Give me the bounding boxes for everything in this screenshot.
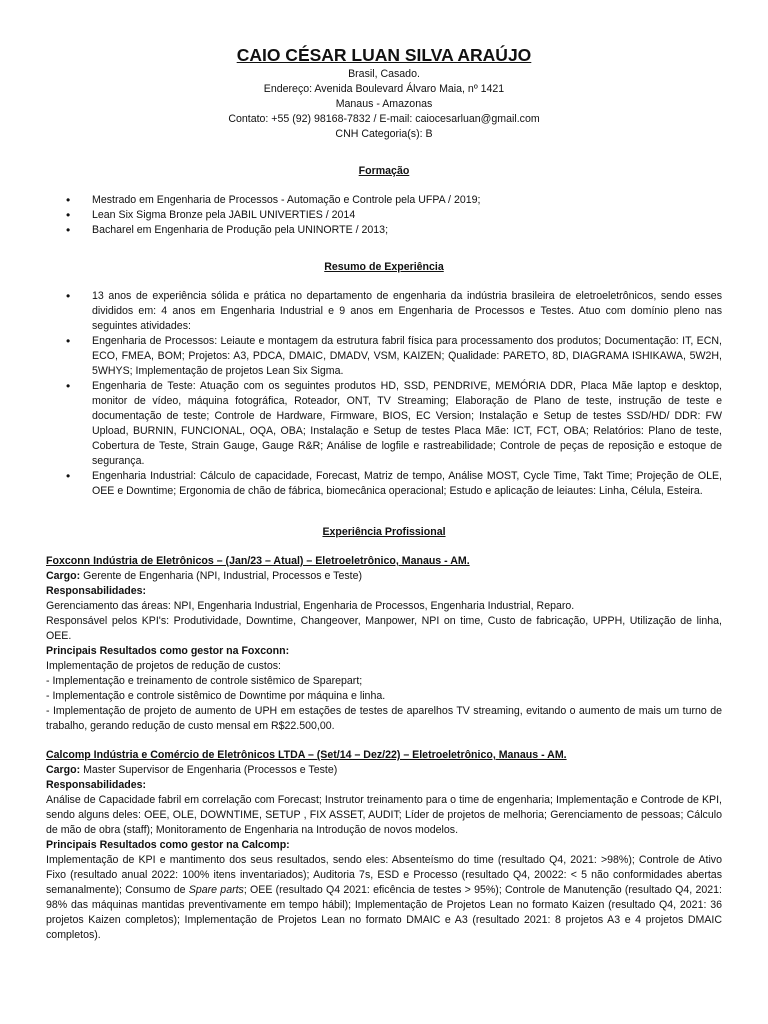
results-text: Implementação de KPI e mantimento dos seus resultados, sendo eles: Absenteísmo do time (resultado Q4, 2021: >98%); Controle de Ativo Fixo (resultado anual 2022: 100% itens inventariados); Auditoria 7s, ESD e Processo (resultado Q4, 20022: < 5 não conformidades abertas semanalmente); Consumo de <box>46 854 722 896</box>
resp-paragraph: Análise de Capacidade fabril em correlação com Forecast; Instrutor treinamento para o time de engenharia; Implementação e Controde de KPI, sendo alguns deles: OEE, OLE, DOWNTIME, SETUP , FIX ASSET, AUDIT; Líder de projetos de melhoria; Gerenciamento de pessoas; Cálculo de mão de obra (staff); Monitoramento de Engenharia na Introdução de novos modelos. <box>46 794 722 836</box>
results-text: ; OEE (resultado Q4 2021: eficência de testes > 95%); Controle de Manutenção (resultado Q4, 2021: 98% das máquinas mantidas preventivamente em tempo hábil); Implementação de Projetos Lean no formato Kaizen (resultado Q4, 2021: 36 projetos Kaizen completos); Implementação de Projetos Lean no formato DMAIC e A3 (resultado 2021: 8 projetos A3 e 4 projetos DMAIC completos). <box>46 884 722 941</box>
results-paragraph <box>46 853 722 943</box>
header-line-license: CNH Categoria(s): B <box>335 128 433 140</box>
formacao-item: • Mestrado em Engenharia de Processos - Automação e Controle pela UFPA / 2019; <box>46 193 722 208</box>
spacer <box>46 734 722 748</box>
header-line-contact: Contato: +55 (92) 98168-7832 / E-mail: caiocesarluan@gmail.com <box>228 113 540 125</box>
header-line-city: Manaus - Amazonas <box>335 98 433 110</box>
section-title-resumo: Resumo de Experiência <box>324 261 444 273</box>
results-label-calcomp: Principais Resultados como gestor na Calcomp: <box>46 839 290 851</box>
header-line-status: Brasil, Casado. <box>348 68 420 80</box>
result-line: - Implementação e controle sistêmico de Downtime por máquina e linha. <box>46 690 386 702</box>
resp-label-foxconn: Responsabilidades: <box>46 585 147 597</box>
candidate-name: CAIO CÉSAR LUAN SILVA ARAÚJO <box>236 45 532 65</box>
result-line: Implementação de projetos de redução de custos: <box>46 660 281 672</box>
result-line: - Implementação de projeto de aumento de UPH em estações de testes de aparelhos TV streaming, evitando o aumento de mais um turno de trabalho, gerando redução de custo mensal em R$22.500,00. <box>46 705 722 732</box>
formacao-item: • Lean Six Sigma Bronze pela JABIL UNIVERTIES / 2014 <box>46 208 722 223</box>
job-header-calcomp: Calcomp Indústria e Comércio de Eletrônicos LTDA – (Set/14 – Dez/22) – Eletroeletrônico, Manaus - AM. <box>46 749 567 761</box>
resumo-item: • 13 anos de experiência sólida e prática no departamento de engenharia da indústria brasileira de eletroeletrônicos, sendo esses divididos em: 4 anos em Engenharia Industrial e 9 anos em Engenharia de Processos e Testes. Atuo com domínio pleno nas seguintes atividades: <box>46 289 722 334</box>
resp-label-calcomp: Responsabilidades: <box>46 779 147 791</box>
resumo-item: • Engenharia de Processos: Leiaute e montagem da estrutura fabril física para processamento dos produtos; Documentação: IT, ECN, ECO, FMEA, BOM; Projetos: A3, PDCA, DMAIC, DMADV, VSM, KAIZEN; Qualidade: PARETO, 8D, DIAGRAMA ISHIKAWA, 5W2H, 5WHYS; Implementação de projetos Lean Six Sigma. <box>46 334 722 379</box>
resumo-item: • Engenharia Industrial: Cálculo de capacidade, Forecast, Matriz de tempo, Análise MOST, Cycle Time, Takt Time; Projeção de OLE, OEE e Downtime; Ergonomia de chão de fábrica, biomecânica operacional; Estudo e aplicação de leiautes: Linha, Célula, Esteira. <box>46 469 722 499</box>
formacao-list <box>46 193 722 238</box>
cargo-value: Gerente de Engenharia (NPI, Industrial, Processos e Teste) <box>83 570 363 582</box>
cargo-label: Cargo: <box>46 570 81 582</box>
resumo-item: • Engenharia de Teste: Atuação com os seguintes produtos HD, SSD, PENDRIVE, MEMÓRIA DDR, Placa Mãe laptop e desktop, monitor de vídeo, máquina fotográfica, Roteador, ONT, TV Streaming; Elaboração de Plano de teste, instrução de teste e documentação de teste; Controle de Hardware, Firmware, BIOS, EC Version; Instalação e Setup de testes SSD/HD/ DDR: FW Upload, BURNIN, FUNCIONAL, OQA, OBA; Instalação e Setup de testes Placa Mãe: ICT, FCT, OBA; Relatórios: Plano de teste, Cobertura de Teste, Strain Gauge, Gauge R&R; Análise de logfile e rastreabilidade; Controle de peças de reposição e estoque de segurança. <box>46 379 722 469</box>
resp-line: Gerenciamento das áreas: NPI, Engenharia Industrial, Engenharia de Processos, Engenharia Industrial, Reparo. <box>46 600 575 612</box>
results-label-foxconn: Principais Resultados como gestor na Foxconn: <box>46 645 290 657</box>
job-header-foxconn: Foxconn Indústria de Eletrônicos – (Jan/23 – Atual) – Eletroeletrônico, Manaus - AM. <box>46 555 470 567</box>
result-line: - Implementação e treinamento de controle sistêmico de Sparepart; <box>46 675 363 687</box>
job-cargo-foxconn <box>46 569 722 584</box>
resp-line: Responsável pelos KPI's: Produtividade, Downtime, Changeover, Manpower, NPI on time, Custo de fabricação, UPPH, Utilização de linha, OEE. <box>46 615 722 642</box>
section-title-experiencia: Experiência Profissional <box>322 526 446 538</box>
resumo-list <box>46 289 722 499</box>
header-line-address: Endereço: Avenida Boulevard Álvaro Maia, nº 1421 <box>263 83 505 95</box>
job-cargo-calcomp <box>46 763 722 778</box>
results-italic-term: Spare parts <box>188 884 244 896</box>
cargo-label: Cargo: <box>46 764 81 776</box>
cargo-value: Master Supervisor de Engenharia (Processos e Teste) <box>83 764 338 776</box>
section-title-formacao: Formação <box>358 165 410 177</box>
formacao-item: • Bacharel em Engenharia de Produção pela UNINORTE / 2013; <box>46 223 722 238</box>
